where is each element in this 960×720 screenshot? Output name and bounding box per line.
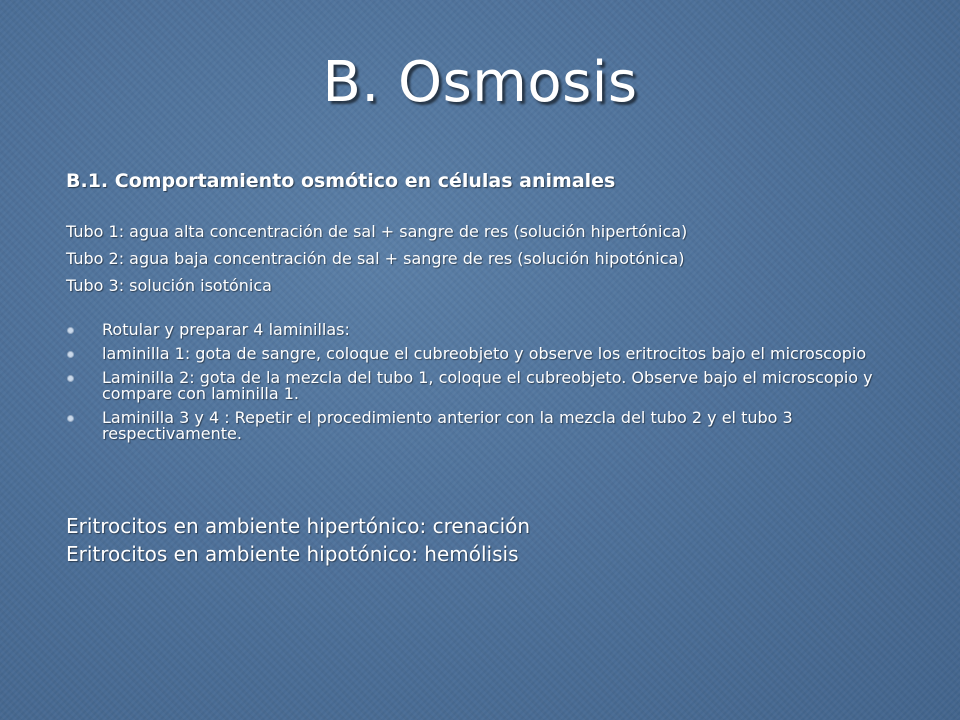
list-item-text: Rotular y preparar 4 laminillas: (102, 320, 350, 339)
procedure-list (66, 322, 926, 450)
tube-list (66, 222, 926, 303)
bullet-icon (68, 416, 73, 421)
conclusion-list (66, 512, 926, 568)
bullet-icon (68, 376, 73, 381)
tube-line: Tubo 3: solución isotónica (66, 276, 272, 295)
bullet-icon (68, 352, 73, 357)
tube-line: Tubo 2: agua baja concentración de sal + sangre de res (solución hipotónica) (66, 249, 685, 268)
conclusion-line: Eritrocitos en ambiente hipotónico: hemólisis (66, 542, 519, 566)
list-item-text: laminilla 1: gota de sangre, coloque el cubreobjeto y observe los eritrocitos bajo el microscopio (102, 344, 867, 363)
list-item-text: Laminilla 3 y 4 : Repetir el procedimiento anterior con la mezcla del tubo 2 y el tubo 3 respectivamente. (102, 408, 793, 443)
list-item-text: Laminilla 2: gota de la mezcla del tubo 1, coloque el cubreobjeto. Observe bajo el microscopio y compare con laminilla 1. (102, 368, 873, 403)
list-item (66, 410, 926, 442)
tube-line: Tubo 1: agua alta concentración de sal + sangre de res (solución hipertónica) (66, 222, 688, 241)
list-item (66, 346, 926, 362)
bullet-icon (68, 328, 73, 333)
list-item (66, 322, 926, 338)
section-subtitle: B.1. Comportamiento osmótico en células animales (66, 170, 616, 192)
slide-title: B. Osmosis (322, 50, 638, 115)
conclusion-line: Eritrocitos en ambiente hipertónico: crenación (66, 514, 531, 538)
list-item (66, 370, 926, 402)
